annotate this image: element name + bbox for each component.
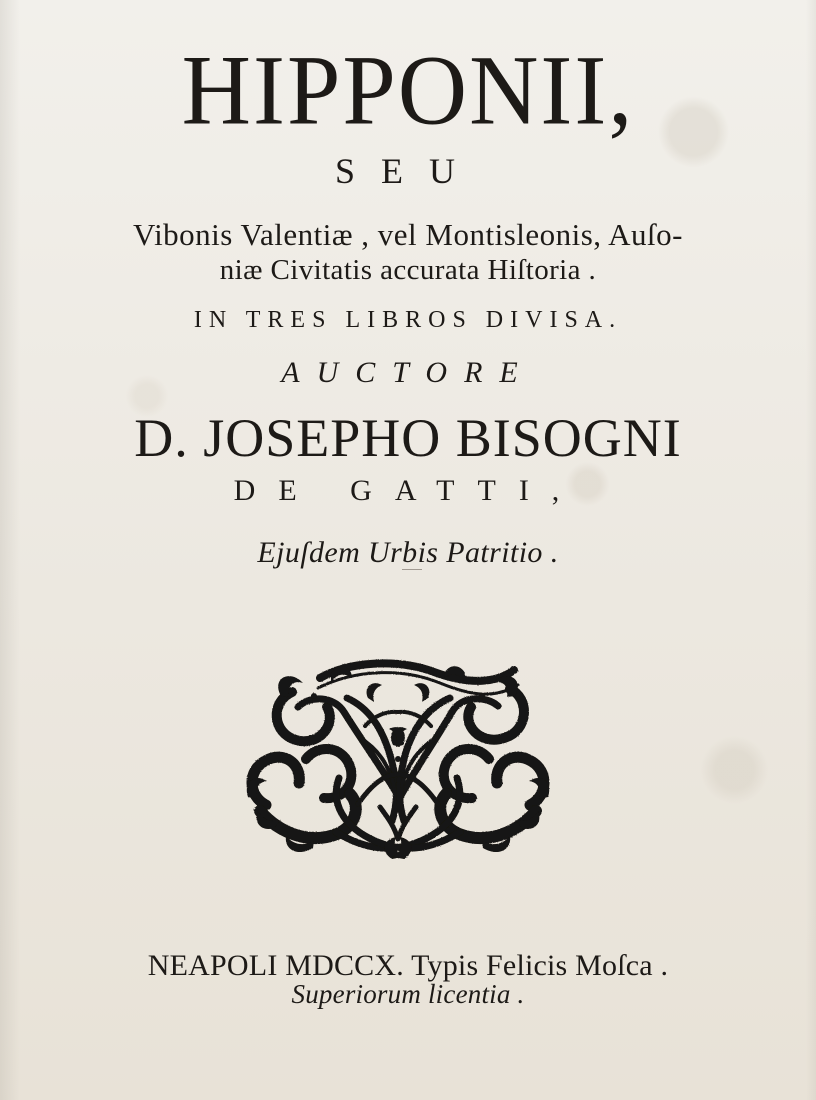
subtitle-line-1: Vibonis Valentiæ , vel Montisleonis, Auſo-: [133, 217, 683, 252]
interlaced-acanthus-monogram-ornament-icon: [236, 654, 560, 869]
imprint-line-2: Superiorum licentia .: [291, 979, 525, 1009]
book-division-line: IN TRES LIBROS DIVISA.: [193, 307, 623, 333]
title-connector: SEU: [334, 151, 481, 191]
author-description: Ejuſdem Urbis Patritio .: [257, 536, 559, 569]
auctore-label: AUCTORE: [281, 356, 535, 389]
book-title: HIPPONII,: [181, 33, 635, 146]
small-ink-mark: [402, 566, 422, 570]
imprint-line-1: NEAPOLI MDCCX. Typis Felicis Moſca .: [147, 949, 669, 982]
author-suffix: DE GATTI,: [233, 474, 583, 507]
author-name: D. JOSEPHO BISOGNI: [134, 408, 682, 468]
subtitle-line-2: niæ Civitatis accurata Hiſtoria .: [219, 254, 597, 286]
